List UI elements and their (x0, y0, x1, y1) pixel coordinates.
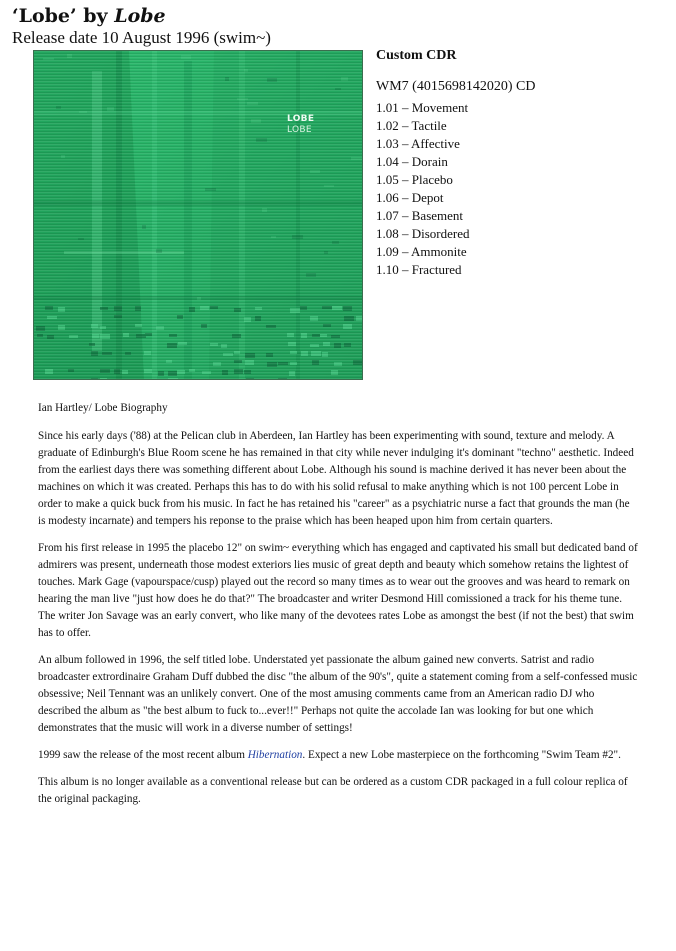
page-title (12, 5, 166, 27)
catalog-number: WM7 (4015698142020) CD (376, 79, 536, 94)
release-date: Release date 10 August 1996 (swim~) (12, 28, 271, 47)
bio-paragraph: An album followed in 1996, the self titled lobe. Understated yet passionate the album gained new converts. Satrist and radio broadcaster extrordinaire Graham Duff dubbed the disc "the album of the 90's", quite a statement coming from a self-confessed music obsessive; Neil Tennant was an unlikely convert. One of the most amusing comments came from an American radio DJ who described the album as "the best album to fuck to...ever!!" Perhaps not quite the accolade Ian was looking for but one which demonstrates that the music will work in a diverse number of settings! (38, 654, 638, 734)
title-prefix: ‘Lobe’ by (12, 5, 115, 27)
cover-logo-top: LOBE (287, 114, 315, 124)
bio-text: 1999 saw the release of the most recent album (38, 749, 248, 761)
hibernation-album-link[interactable]: Hibernation (247, 749, 303, 761)
track-list (376, 99, 666, 279)
bio-paragraph: Since his early days ('88) at the Pelican club in Aberdeen, Ian Hartley has been experimenting with sound, texture and melody. A graduate of Edinburgh's Blue Room scene he has remained in that city while never indulging it's dominant "techno" aesthetic. Indeed from the earliest days there was something different about Lobe. Although his sound is machine derived it has never been about the machines on which it was created. Perhaps this has to do with his solid refusal to make anything which is not 100 percent Lobe in order to make a quick buck from his music. In fact he has retained his "career" as a psychiatric nurse a fact that grounds the man (he is modesty incarnate) and tempers his reponse to the praise which has been heaped upon him from certain quarters. (38, 430, 634, 527)
track-item: 1.01 – Movement (376, 100, 469, 115)
cover-tile (290, 379, 296, 380)
album-cover-art (34, 51, 363, 380)
track-item: 1.09 – Ammonite (376, 244, 467, 259)
track-item: 1.02 – Tactile (376, 118, 447, 133)
cover-tile (47, 379, 54, 380)
cover-logo-bottom: LOBE (287, 125, 312, 135)
title-artist: Lobe (114, 5, 166, 27)
release-format: Custom CDR (376, 48, 457, 63)
track-item: 1.03 – Affective (376, 136, 460, 151)
biography (38, 400, 638, 818)
bio-paragraph: From his first release in 1995 the placebo 12" on swim~ everything which has engaged and captivated his small but dedicated band of admirers was present, underneath those modest exteriors lies music of great depth and beauty which somehow retains the lightest of touches. Mark Gage (vapourspace/cusp) played out the record so many times as to wear out the grooves and was heard to remark on hearing the man live "just how does he do that?" The broadcaster and writer Desmond Hill comissioned a track for his theme tune. The writer Jon Savage was an early convert, who like many of the devotees rates Lobe as amongst the best (if not the best) that swim has to offer. (38, 542, 638, 639)
track-item: 1.04 – Dorain (376, 154, 448, 169)
track-item: 1.06 – Depot (376, 190, 444, 205)
track-item: 1.07 – Basement (376, 208, 464, 223)
release-info (376, 47, 666, 279)
bio-heading: Ian Hartley/ Lobe Biography (38, 402, 168, 414)
track-item: 1.10 – Fractured (376, 262, 462, 277)
bio-paragraph (38, 747, 638, 764)
bio-paragraph: This album is no longer available as a conventional release but can be ordered as a custom CDR packaged in a full colour replica of the original packaging. (38, 776, 628, 805)
track-item: 1.08 – Disordered (376, 226, 470, 241)
track-item: 1.05 – Placebo (376, 172, 453, 187)
bio-text: . Expect a new Lobe masterpiece on the forthcoming "Swim Team #2". (302, 749, 621, 761)
album-cover-image (33, 50, 363, 380)
cover-logo-text (287, 114, 314, 136)
cover-tile (178, 379, 185, 380)
